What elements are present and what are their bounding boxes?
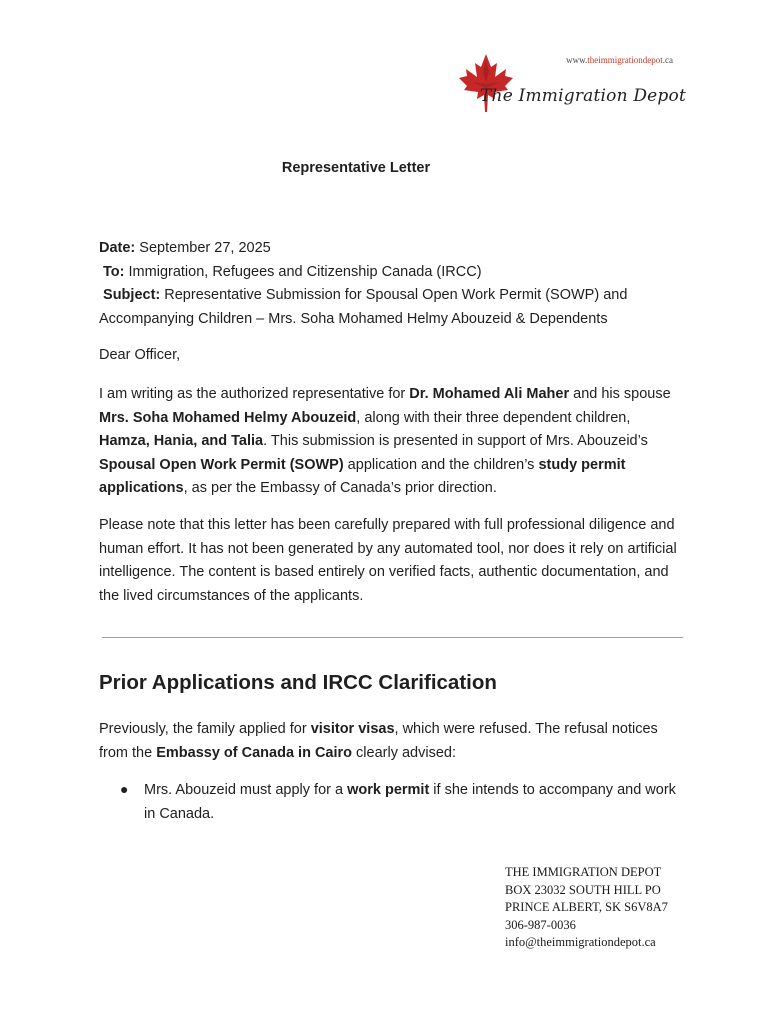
company-logo [458,52,686,114]
prior-applications-paragraph: Previously, the family applied for visitor visas, which were refused. The refusal notices from the Embassy of Canada in Cairo clearly advised: [99,721,658,761]
bullet-item: Mrs. Abouzeid must apply for a work permit if she intends to accompany and work in Canada. [144,782,676,822]
letter-title: Representative Letter [281,160,431,176]
horizontal-divider [102,637,683,638]
diligence-paragraph: Please note that this letter has been carefully prepared with full professional diligence and human effort. It has not been generated by any automated tool, nor does it rely on artificial intelligence. The content is based entirely on verified facts, authentic documentation, and the lived circumstances of the applicants. [99,517,677,604]
date-line: Date: September 27, 2025 [99,240,271,256]
section-heading: Prior Applications and IRCC Clarification [99,671,497,694]
address-email: info@theimmigrationdepot.ca [505,935,656,949]
to-line: To: Immigration, Refugees and Citizenship Canada (IRCC) [103,263,482,280]
address-box: BOX 23032 SOUTH HILL PO [505,882,661,897]
address-company: THE IMMIGRATION DEPOT [505,865,662,879]
logo-website-url: www.theimmigrationdepot.ca [566,55,673,65]
logo-text: The Immigration Depot [480,86,686,106]
footer-address [505,864,668,952]
subject-line: Subject: Representative Submission for Spousal Open Work Permit (SOWP) and Accompanying Children – Mrs. Soha Mohamed Helmy Abouzeid & Dependents [99,287,628,327]
bullet-marker: ● [120,781,129,797]
address-phone: 306-987-0036 [505,917,576,932]
intro-paragraph: I am writing as the authorized representative for Dr. Mohamed Ali Maher and his spouse Mrs. Soha Mohamed Helmy Abouzeid, along with their three dependent children, Hamza, Hania, and Talia. This submission is presented in support of Mrs. Abouzeid’s Spousal Open Work Permit (SOWP) application and the children’s study permit applications, as per the Embassy of Canada’s prior direction. [99,386,671,496]
salutation: Dear Officer, [99,347,181,363]
letter-meta [99,237,679,331]
address-city: PRINCE ALBERT, SK S6V8A7 [505,900,668,914]
